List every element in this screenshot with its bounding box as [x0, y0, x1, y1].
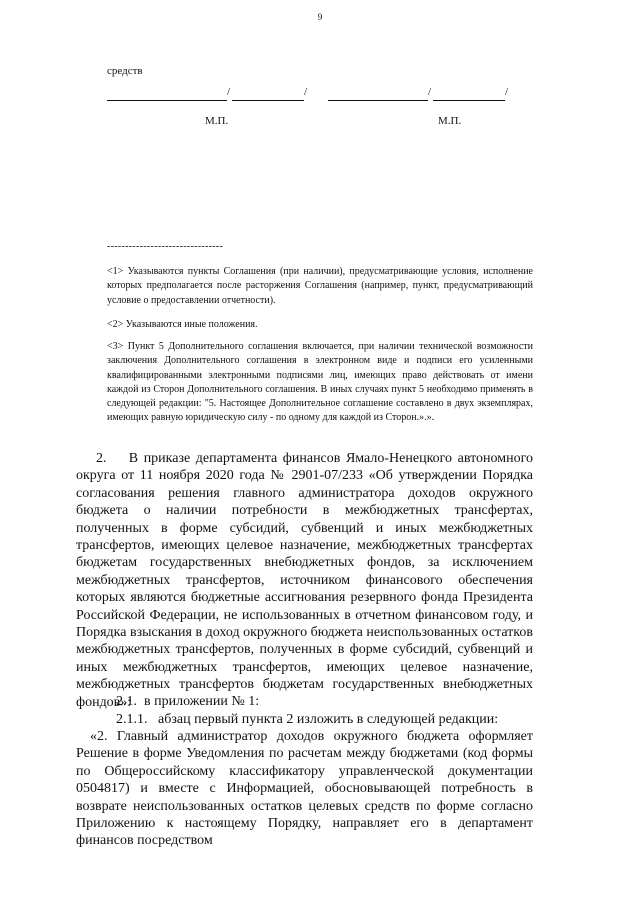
paragraph-2-1: 2.1. в приложении № 1:: [116, 694, 260, 709]
paragraph-quote: «2. Главный администратор доходов окружного бюджета оформляет Решение в форме Уведомления по расчетам между бюджетами (код формы по Общероссийскому классификатору управленческой документации 0504817) и вместе с Информацией, обосновывающей потребность в возврате неиспользованных остатков целевых средств по форме согласно Приложению к настоящему Порядку, направляет его в департамент финансов посредством: [76, 729, 533, 849]
paragraph-2: 2. В приказе департамента финансов Ямало-Ненецкого автономного округа от 11 ноября 2020 года № 2901-07/233 «Об утверждении Порядка согласования решения главного администратора доходов окружного бюджета о наличии потребности в межбюджетных трансфертах, полученных в форме субсидий, субвенций и иных межбюджетных трансфертов, имеющих целевое назначение, межбюджетных трансфертах бюджетам государственных внебюджетных фондов, за исключением межбюджетных трансфертов, источником финансового обеспечения которых являются бюджетные ассигнования резервного фонда Президента Российской Федерации, не использованных в отчетном финансовом году, и Порядка взыскания в доход окружного бюджета неиспользованных остатков межбюджетных трансфертов, полученных в форме субсидий, субвенций и иных межбюджетных трансфертов, имеющих целевое назначение, межбюджетных трансфертов бюджетам государственных внебюджетных фондов»:: [76, 451, 533, 710]
stamp-place-left: М.П.: [205, 115, 229, 127]
footnote-1: <1> Указываются пункты Соглашения (при наличии), предусматривающие условия, исполнение которых предполагается после расторжения Соглашения (например, пункт, предусматривающий условие о предоставлении отчетности).: [107, 266, 533, 306]
signature-line-right-1: [328, 90, 428, 101]
paragraph-2-1-1: 2.1.1. абзац первый пункта 2 изложить в следующей редакции:: [116, 712, 499, 727]
footnote-3: <3> Пункт 5 Дополнительного соглашения включается, при наличии технической возможности заключения Дополнительного соглашения в электронном виде и подписи его усиленными квалифицированными электронными подписями лиц, имеющих право действовать от имени каждой из Сторон Дополнительного соглашения. В иных случаях пункт 5 необходимо применять в следующей редакции: "5. Настоящее Дополнительное соглашение составлено в двух экземплярах, имеющих равную юридическую силу - по одному для каждой из Сторон.».».: [107, 341, 533, 424]
signature-line-left-2: [232, 90, 304, 101]
signature-slash: /: [505, 86, 509, 98]
signature-line-left-1: [107, 90, 227, 101]
page-number: 9: [317, 12, 323, 22]
footnote-2: <2> Указываются иные положения.: [107, 319, 258, 330]
stamp-place-right: М.П.: [438, 115, 462, 127]
funds-label: средств: [107, 65, 143, 77]
signature-slash: /: [428, 86, 432, 98]
signature-slash: /: [304, 86, 308, 98]
footnote-separator: --------------------------------: [107, 241, 224, 252]
signature-slash: /: [227, 86, 231, 98]
signature-line-right-2: [433, 90, 505, 101]
